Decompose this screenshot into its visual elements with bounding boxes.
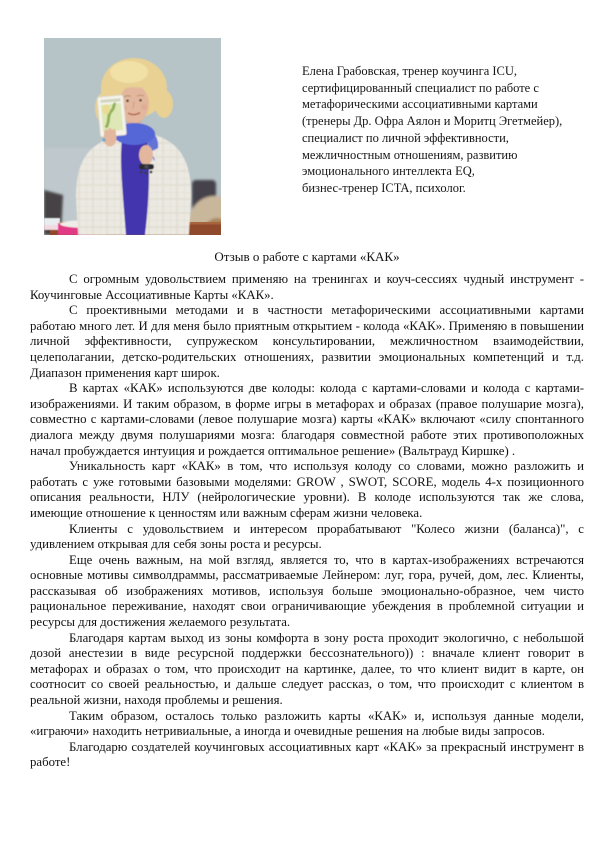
hair-right xyxy=(155,90,173,118)
bio-line: эмоционального интеллекта EQ, xyxy=(302,164,475,179)
trainer-bio xyxy=(302,63,594,197)
bio-line: сертифицированный специалист по работе с xyxy=(302,80,539,95)
review-paragraph: С проективными методами и в частности метафорическими ассоциативными картами работаю много лет. И для меня было приятным открытием - колода «КАК». Применяю в повышении личной эффективности, супружеском консультировании, межличностном взаимодействии, целеполагании, детско-родительских отношениях, развитии эмоциональных компетенций и т.д. Диапазон применения карт широк. xyxy=(30,303,584,380)
review-body xyxy=(30,272,584,771)
bio-line: (тренеры Др. Офра Аялон и Моритц Эгетмейер), xyxy=(302,114,563,129)
trainer-photo-illustration xyxy=(44,38,221,235)
bio-line: межличностным отношениям, развитию xyxy=(302,147,518,162)
hair-highlight xyxy=(110,61,148,83)
review-title: Отзыв о работе с картами «КАК» xyxy=(214,249,400,264)
review-paragraph: Благодарю создателей коучинговых ассоциативных карт «КАК» за прекрасный инструмент в работе! xyxy=(30,739,584,770)
bio-line: Елена Грабовская, тренер коучинга ICU, xyxy=(302,64,518,78)
bio-line: бизнес-тренер ICTA, психолог. xyxy=(302,180,466,195)
review-paragraph: В картах «КАК» используются две колоды: колода с картами-словами и колода с картами-изображениями. И таким образом, в форме игры в метафорах и образах (правое полушарие мозга), совместно с картами-словами (левое полушарие мозга) карты «КАК» включают «силу спонтанного диалога между двумя полушариями мозга: благодаря совместной работе этих противоположных начал пробуждается интуиция и рождается оптимальное решение» (Вальтрауд Киршке) . xyxy=(30,381,584,458)
review-paragraph: Таким образом, осталось только разложить карты «КАК» и, используя данные модели, «играючи» находить нетривиальные, а иногда и очевидные решения на любые виды запросов. xyxy=(30,708,584,739)
review-paragraph: Еще очень важным, на мой взгляд, является то, что в картах-изображениях встречаются основные мотивы символдраммы, рассматриваемые Лейнером: луг, гора, ручей, дом, лес. Клиенты, рассказывая об изображениях мотивов, используя больше эмоционально-образное, чем чисто рациональное переживание, находят свои ограничивающие убеждения в проблемной ситуации и ресурсы для достижения желаемого результата. xyxy=(30,552,584,630)
bio-line: метафорическими ассоциативными картами xyxy=(302,97,538,112)
pink-papers xyxy=(44,225,58,230)
ring xyxy=(102,138,105,141)
review-paragraph: С огромным удовольствием применяю на тренингах и коуч-сессиях чудный инструмент - Коучинговые Ассоциативные Карты «КАК». xyxy=(30,272,584,302)
review-paragraph: Благодаря картам выход из зоны комфорта в зону роста проходит экологично, с небольшой дозой анестезии в виде ресурсной поддержки бессознательного)) : вначале клиент говорит в метафорах и образах о том, что происходит на картинке, далее, то что клиент видит в карте, он соотносит со своей реальностью, и дальше следует рассказ, о том, что происходит с клиентом в реальной жизни, находя проблемы и решения. xyxy=(30,630,584,708)
trainer-photo xyxy=(44,38,221,235)
bio-line: специалист по личной эффективности, xyxy=(302,130,509,145)
review-paragraph: Клиенты с удовольствием и интересом прорабатывают "Колесо жизни (баланса)", с удивлением открывая для себя зоны роста и ресурсы. xyxy=(30,521,584,552)
review-paragraph: Уникальность карт «КАК» в том, что используя колоду со словами, можно разложить и работать с уже готовыми базовыми моделями: GROW , SWOT, SCORE, модель 4-х позиционного описания реальности, НЛУ (нейрологические уровни). В колоде используются так же слова, имеющие отношение к ценностям или важным сферам жизни человека. xyxy=(30,459,584,520)
